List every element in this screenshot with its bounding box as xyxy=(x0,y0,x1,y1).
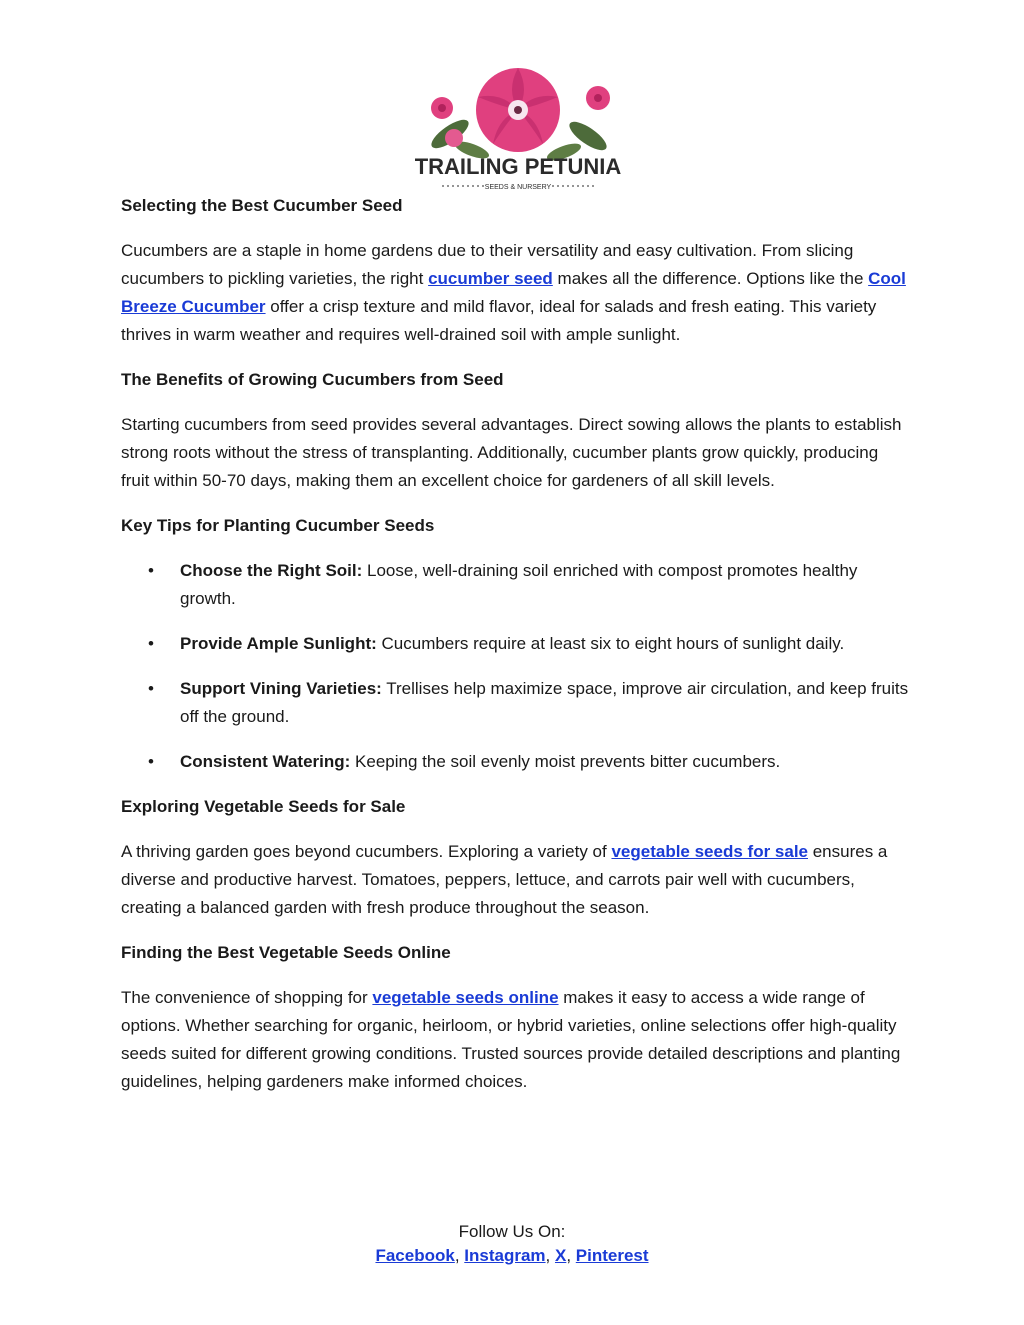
bullet-icon: • xyxy=(148,561,154,580)
paragraph-text: The convenience of shopping for xyxy=(121,988,373,1007)
article-content xyxy=(121,192,911,1096)
logo-tagline: SEEDS & NURSERY xyxy=(484,184,552,191)
logo-brand-text: TRAILING PETUNIA xyxy=(414,154,622,179)
tip-text: Loose, well-draining soil enriched with compost promotes healthy growth. xyxy=(180,561,858,608)
vegetable-seeds-for-sale-link[interactable]: vegetable seeds for sale xyxy=(611,842,808,861)
tip-title: Consistent Watering: xyxy=(180,752,351,771)
tip-title: Choose the Right Soil: xyxy=(180,561,363,580)
paragraph-vegetable-seeds-online xyxy=(121,984,911,1096)
trailing-petunia-logo xyxy=(412,64,624,192)
paragraph-text: Cucumbers are a staple in home gardens due to their versatility and easy cultivation. From slicing cucumbers to pickling varieties, the right xyxy=(121,241,854,288)
cool-breeze-cucumber-link[interactable]: Cool Breeze Cucumber xyxy=(121,269,906,316)
social-links xyxy=(0,1244,1024,1268)
bullet-icon: • xyxy=(148,752,154,771)
x-link[interactable]: X xyxy=(554,1246,567,1265)
paragraph-text: ensures a diverse and productive harvest. Tomatoes, peppers, lettuce, and carrots pair well with cucumbers, creating a balanced garden with fresh produce throughout the season. xyxy=(121,842,888,917)
vegetable-seeds-online-link[interactable]: vegetable seeds online xyxy=(372,988,559,1007)
bullet-icon: • xyxy=(148,679,154,698)
paragraph-selecting xyxy=(121,237,911,349)
section-heading-benefits: The Benefits of Growing Cucumbers from Seed xyxy=(121,370,504,389)
list-item xyxy=(121,675,911,731)
instagram-link[interactable]: Instagram xyxy=(464,1246,546,1265)
pinterest-link[interactable]: Pinterest xyxy=(575,1246,649,1265)
tip-title: Provide Ample Sunlight: xyxy=(180,634,377,653)
link-separator: , xyxy=(454,1246,465,1265)
footer xyxy=(0,1220,1024,1268)
paragraph-vegetable-seeds-sale xyxy=(121,838,911,922)
paragraph-text: makes it easy to access a wide range of options. Whether searching for organic, heirloom, or hybrid varieties, online selections offer high-quality seeds suited for different growing conditions. Trusted sources provide detailed descriptions and planting guidelines, helping gardeners make informed choices. xyxy=(121,988,901,1091)
facebook-link[interactable]: Facebook xyxy=(375,1246,455,1265)
tip-text: Cucumbers require at least six to eight hours of sunlight daily. xyxy=(376,634,845,653)
section-heading-vegetable-seeds-sale: Exploring Vegetable Seeds for Sale xyxy=(121,797,406,816)
section-heading-vegetable-seeds-online: Finding the Best Vegetable Seeds Online xyxy=(121,943,451,962)
tip-text: Trellises help maximize space, improve air circulation, and keep fruits off the ground. xyxy=(180,679,909,726)
paragraph-text: A thriving garden goes beyond cucumbers. Exploring a variety of xyxy=(121,842,612,861)
link-separator: , xyxy=(545,1246,555,1265)
list-item xyxy=(121,748,911,776)
tip-title: Support Vining Varieties: xyxy=(180,679,382,698)
tips-list xyxy=(121,557,911,776)
cucumber-seed-link[interactable]: cucumber seed xyxy=(428,269,553,288)
link-separator: , xyxy=(566,1246,576,1265)
list-item xyxy=(121,557,911,613)
follow-us-label: Follow Us On: xyxy=(458,1222,566,1241)
bullet-icon: • xyxy=(148,634,154,653)
list-item xyxy=(121,630,911,658)
section-heading-tips: Key Tips for Planting Cucumber Seeds xyxy=(121,516,435,535)
tip-text: Keeping the soil evenly moist prevents bitter cucumbers. xyxy=(350,752,781,771)
paragraph-text: makes all the difference. Options like the xyxy=(552,269,869,288)
paragraph-benefits: Starting cucumbers from seed provides several advantages. Direct sowing allows the plants to establish strong roots without the stress of transplanting. Additionally, cucumber plants grow quickly, producing fruit within 50-70 days, making them an excellent choice for gardeners of all skill levels. xyxy=(121,415,902,490)
paragraph-text: offer a crisp texture and mild flavor, ideal for salads and fresh eating. This variety thrives in warm weather and requires well-drained soil with ample sunlight. xyxy=(121,297,877,344)
section-heading-selecting: Selecting the Best Cucumber Seed xyxy=(121,196,403,215)
